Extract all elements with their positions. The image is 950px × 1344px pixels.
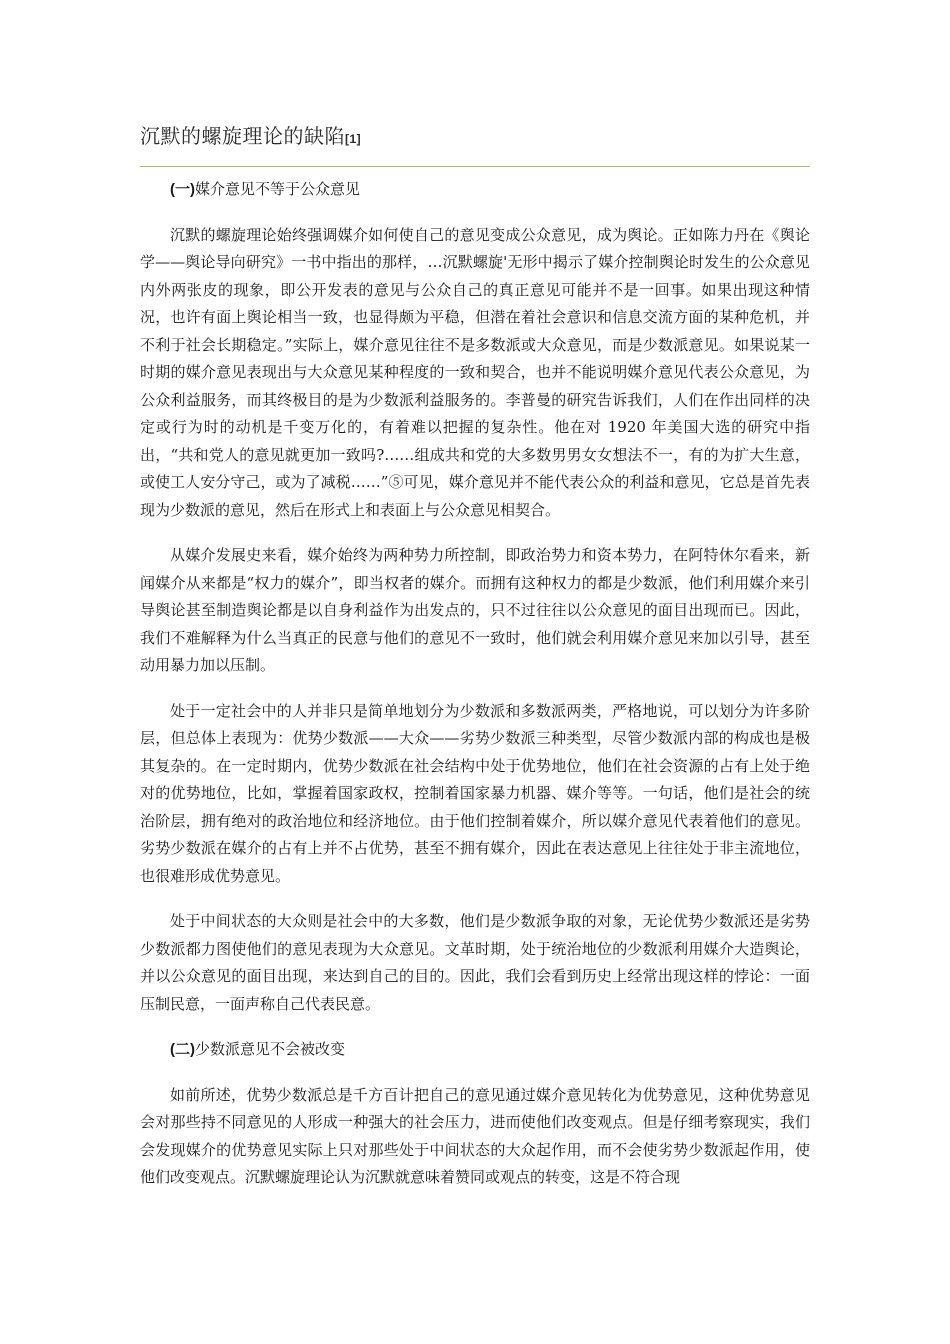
section-heading-text: 媒介意见不等于公众意见	[195, 180, 361, 198]
section-heading-1	[140, 176, 810, 204]
section-marker: (二)	[170, 1041, 195, 1058]
paragraph: 处于中间状态的大众则是社会中的大多数，他们是少数派争取的对象，无论优势少数派还是劣势少数派都力图使他们的意见表现为大众意见。文革时期，处于统治地位的少数派利用媒介大造舆论，并以公众意见的面目出现，来达到自己的目的。因此，我们会看到历史上经常出现这样的悖论：一面压制民意，一面声称自己代表民意。	[140, 912, 810, 1013]
title-text: 沉默的螺旋理论的缺陷	[140, 124, 345, 148]
document-title	[140, 120, 361, 155]
section-heading-2	[140, 1036, 810, 1064]
footnote-reference: [1]	[345, 132, 362, 146]
section-marker: (一)	[170, 181, 195, 198]
paragraph: 从媒介发展史来看，媒介始终为两种势力所控制，即政治势力和资本势力，在阿特休尔看来，新闻媒介从来都是“权力的媒介”，即当权者的媒介。而拥有这种权力的都是少数派，他们利用媒介来引导舆论甚至制造舆论都是以自身利益作为出发点的，只不过往往以公众意见的面目出现而已。因此，我们不难解释为什么当真正的民意与他们的意见不一致时，他们就会利用媒介意见来加以引导，甚至动用暴力加以压制。	[140, 546, 810, 674]
document-body	[140, 176, 810, 1210]
paragraph: 处于一定社会中的人并非只是简单地划分为少数派和多数派两类，严格地说，可以划分为许多阶层，但总体上表现为：优势少数派——大众——劣势少数派三种类型，尽管少数派内部的构成也是极其复杂的。在一定时期内，优势少数派在社会结构中处于优势地位，他们在社会资源的占有上处于绝对的优势地位，比如，掌握着国家政权，控制着国家暴力机器、媒介等等。一句话，他们是社会的统治阶层，拥有绝对的政治地位和经济地位。由于他们控制着媒介，所以媒介意见代表着他们的意见。劣势少数派在媒介的占有上并不占优势，甚至不拥有媒介，因此在表达意见上往往处于非主流地位，也很难形成优势意见。	[140, 701, 810, 885]
section-heading-text: 少数派意见不会被改变	[195, 1040, 346, 1058]
paragraph: 沉默的螺旋理论始终强调媒介如何使自己的意见变成公众意见，成为舆论。正如陈力丹在《舆论学——舆论导向研究》一书中指出的那样，…沉默螺旋'无形中揭示了媒介控制舆论时发生的公众意见内外两张皮的现象，即公开发表的意见与公众自己的真正意见可能并不是一回事。如果出现这种情况，也许有面上舆论相当一致，也显得颇为平稳，但潜在着社会意识和信息交流方面的某种危机，并不利于社会长期稳定。”实际上，媒介意见往往不是多数派或大众意见，而是少数派意见。如果说某一时期的媒介意见表现出与大众意见某种程度的一致和契合，也并不能说明媒介意见代表公众意见，为公众利益服务，而其终极目的是为少数派利益服务的。李普曼的研究告诉我们，人们在作出同样的决定或行为时的动机是千变万化的，有着难以把握的复杂性。他在对 1920 年美国大选的研究中指出，“共和党人的意见就更加一致吗?……组成共和党的大多数男男女女想法不一，有的为扩大生意，或使工人安分守己，或为了减税……”⑤可见，媒介意见并不能代表公众的利益和意见，它总是首先表现为少数派的意见，然后在形式上和表面上与公众意见相契合。	[140, 225, 810, 519]
title-divider	[140, 166, 810, 167]
paragraph: 如前所述，优势少数派总是千方百计把自己的意见通过媒介意见转化为优势意见，这种优势意见会对那些持不同意见的人形成一种强大的社会压力，进而使他们改变观点。但是仔细考察现实，我们会发现媒介的优势意见实际上只对那些处于中间状态的大众起作用，而不会使劣势少数派起作用，使他们改变观点。沉默螺旋理论认为沉默就意味着赞同或观点的转变，这是不符合现	[140, 1085, 810, 1186]
